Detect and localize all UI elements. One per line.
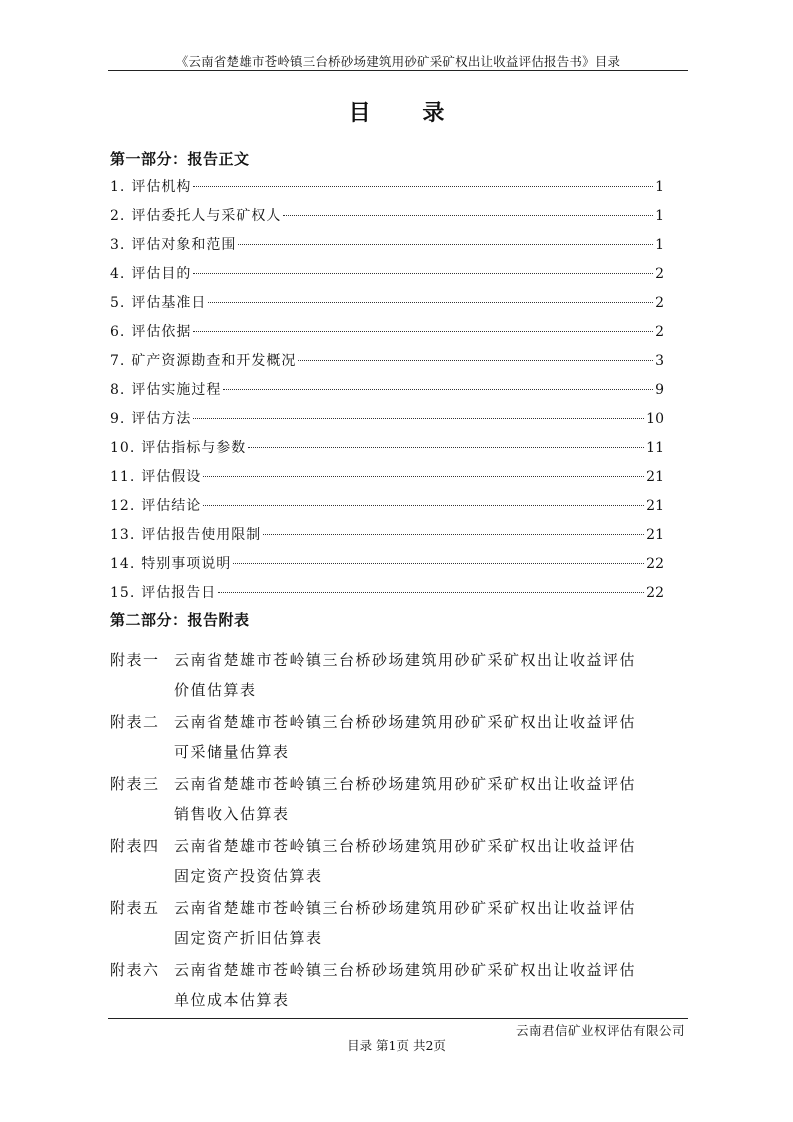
- toc-entry-label: 评估依据: [131, 324, 192, 340]
- appendix-entry[interactable]: [110, 769, 650, 831]
- toc-entry-label: 评估报告日: [141, 585, 217, 601]
- toc-entry[interactable]: [110, 550, 664, 579]
- dot-leader: [193, 418, 644, 419]
- appendix-title-line2: 固定资产投资估算表: [174, 867, 323, 885]
- appendix-title-line1: 云南省楚雄市苍岭镇三台桥砂场建筑用砂矿采矿权出让收益评估: [174, 899, 637, 917]
- page-title: 目 录: [348, 100, 467, 126]
- toc-entry-number: 11.: [110, 469, 136, 485]
- toc-entry[interactable]: [110, 434, 664, 463]
- toc-entry-label: 评估机构: [131, 179, 192, 195]
- dot-leader: [248, 447, 644, 448]
- appendix-title-line2: 价值估算表: [174, 681, 257, 699]
- appendix-title-line2: 可采储量估算表: [174, 743, 290, 761]
- toc-entry-page: 2: [655, 266, 664, 282]
- toc-entry-page: 1: [655, 237, 664, 253]
- dot-leader: [233, 563, 644, 564]
- part1-heading: 第一部分：报告正文: [110, 150, 250, 168]
- toc-entry-label: 评估指标与参数: [141, 440, 247, 456]
- toc-entry-number: 6.: [110, 324, 126, 340]
- toc-entry-page: 22: [646, 556, 664, 572]
- toc-entry-page: 9: [655, 382, 664, 398]
- toc-entry[interactable]: [110, 521, 664, 550]
- toc-entry-number: 15.: [110, 585, 136, 601]
- appendix-entry[interactable]: [110, 831, 650, 893]
- appendix-title-line1: 云南省楚雄市苍岭镇三台桥砂场建筑用砂矿采矿权出让收益评估: [174, 651, 637, 669]
- appendix-entry[interactable]: [110, 707, 650, 769]
- appendix-key: 附表四: [110, 837, 160, 855]
- toc-entry[interactable]: [110, 289, 664, 318]
- toc-entry[interactable]: [110, 347, 664, 376]
- appendix-key: 附表六: [110, 961, 160, 979]
- toc-entry-page: 21: [646, 498, 664, 514]
- appendix-entry[interactable]: [110, 893, 650, 955]
- appendix-key: 附表三: [110, 775, 160, 793]
- dot-leader: [218, 592, 644, 593]
- toc-entry[interactable]: [110, 260, 664, 289]
- dot-leader: [238, 244, 653, 245]
- header-divider: [108, 70, 688, 71]
- toc-entry[interactable]: [110, 318, 664, 347]
- appendix-key: 附表二: [110, 713, 160, 731]
- toc-entry-label: 评估实施过程: [131, 382, 222, 398]
- toc-entry-page: 10: [646, 411, 664, 427]
- toc-entry[interactable]: [110, 579, 664, 608]
- toc-entry[interactable]: [110, 231, 664, 260]
- appendix-title-line2: 销售收入估算表: [174, 805, 290, 823]
- appendix-title-line2: 单位成本估算表: [174, 991, 290, 1009]
- appendix-key: 附表五: [110, 899, 160, 917]
- toc-entry-number: 10.: [110, 440, 136, 456]
- toc-entry-label: 评估委托人与采矿权人: [131, 208, 282, 224]
- appendix-title-line1: 云南省楚雄市苍岭镇三台桥砂场建筑用砂矿采矿权出让收益评估: [174, 775, 637, 793]
- dot-leader: [208, 302, 653, 303]
- toc-entry-page: 11: [646, 440, 664, 456]
- dot-leader: [298, 360, 653, 361]
- toc-entry-page: 1: [655, 179, 664, 195]
- dot-leader: [193, 273, 653, 274]
- toc-entry-label: 评估对象和范围: [131, 237, 237, 253]
- toc-entry-number: 2.: [110, 208, 126, 224]
- toc-entry-number: 14.: [110, 556, 136, 572]
- dot-leader: [223, 389, 653, 390]
- appendix-list: [110, 645, 650, 1017]
- toc-entry-number: 5.: [110, 295, 126, 311]
- toc-entry-label: 评估目的: [131, 266, 192, 282]
- appendix-title-line2: 固定资产折旧估算表: [174, 929, 323, 947]
- toc-entry-number: 13.: [110, 527, 136, 543]
- toc-entry-number: 4.: [110, 266, 126, 282]
- appendix-entry[interactable]: [110, 645, 650, 707]
- footer-company: 云南君信矿业权评估有限公司: [515, 1023, 685, 1038]
- appendix-title-line1: 云南省楚雄市苍岭镇三台桥砂场建筑用砂矿采矿权出让收益评估: [174, 837, 637, 855]
- toc-entry-number: 12.: [110, 498, 136, 514]
- toc-entry-page: 22: [646, 585, 664, 601]
- toc-entry-page: 2: [655, 324, 664, 340]
- dot-leader: [193, 186, 653, 187]
- toc-entry[interactable]: [110, 173, 664, 202]
- toc-entry-label: 评估报告使用限制: [141, 527, 262, 543]
- toc-entry-page: 2: [655, 295, 664, 311]
- toc-entry-page: 21: [646, 527, 664, 543]
- toc-entry-page: 3: [655, 353, 664, 369]
- part2-heading: 第二部分：报告附表: [110, 611, 250, 629]
- appendix-entry[interactable]: [110, 955, 650, 1017]
- toc-entry-number: 3.: [110, 237, 126, 253]
- toc-entry-label: 评估基准日: [131, 295, 207, 311]
- toc-entry-label: 评估结论: [141, 498, 202, 514]
- toc-entry[interactable]: [110, 376, 664, 405]
- dot-leader: [263, 534, 644, 535]
- toc-entry-page: 21: [646, 469, 664, 485]
- toc-entry-label: 矿产资源勘查和开发概况: [131, 353, 297, 369]
- appendix-title-line1: 云南省楚雄市苍岭镇三台桥砂场建筑用砂矿采矿权出让收益评估: [174, 961, 637, 979]
- toc-entry[interactable]: [110, 463, 664, 492]
- toc-entry-number: 1.: [110, 179, 126, 195]
- appendix-key: 附表一: [110, 651, 160, 669]
- toc-entry-label: 评估方法: [131, 411, 192, 427]
- toc-entry-number: 7.: [110, 353, 126, 369]
- appendix-title-line1: 云南省楚雄市苍岭镇三台桥砂场建筑用砂矿采矿权出让收益评估: [174, 713, 637, 731]
- toc-entry[interactable]: [110, 405, 664, 434]
- dot-leader: [203, 505, 644, 506]
- dot-leader: [193, 331, 653, 332]
- dot-leader: [203, 476, 644, 477]
- toc-entry-number: 8.: [110, 382, 126, 398]
- running-header: 《云南省楚雄市苍岭镇三台桥砂场建筑用砂矿采矿权出让收益评估报告书》目录: [175, 54, 621, 69]
- toc-entry[interactable]: [110, 202, 664, 231]
- toc-list: [110, 173, 664, 608]
- toc-entry[interactable]: [110, 492, 664, 521]
- page-number: 目录 第1页 共2页: [347, 1038, 446, 1053]
- dot-leader: [283, 215, 653, 216]
- footer-divider: [108, 1018, 688, 1019]
- toc-entry-label: 评估假设: [141, 469, 202, 485]
- toc-entry-number: 9.: [110, 411, 126, 427]
- toc-entry-page: 1: [655, 208, 664, 224]
- toc-entry-label: 特别事项说明: [141, 556, 232, 572]
